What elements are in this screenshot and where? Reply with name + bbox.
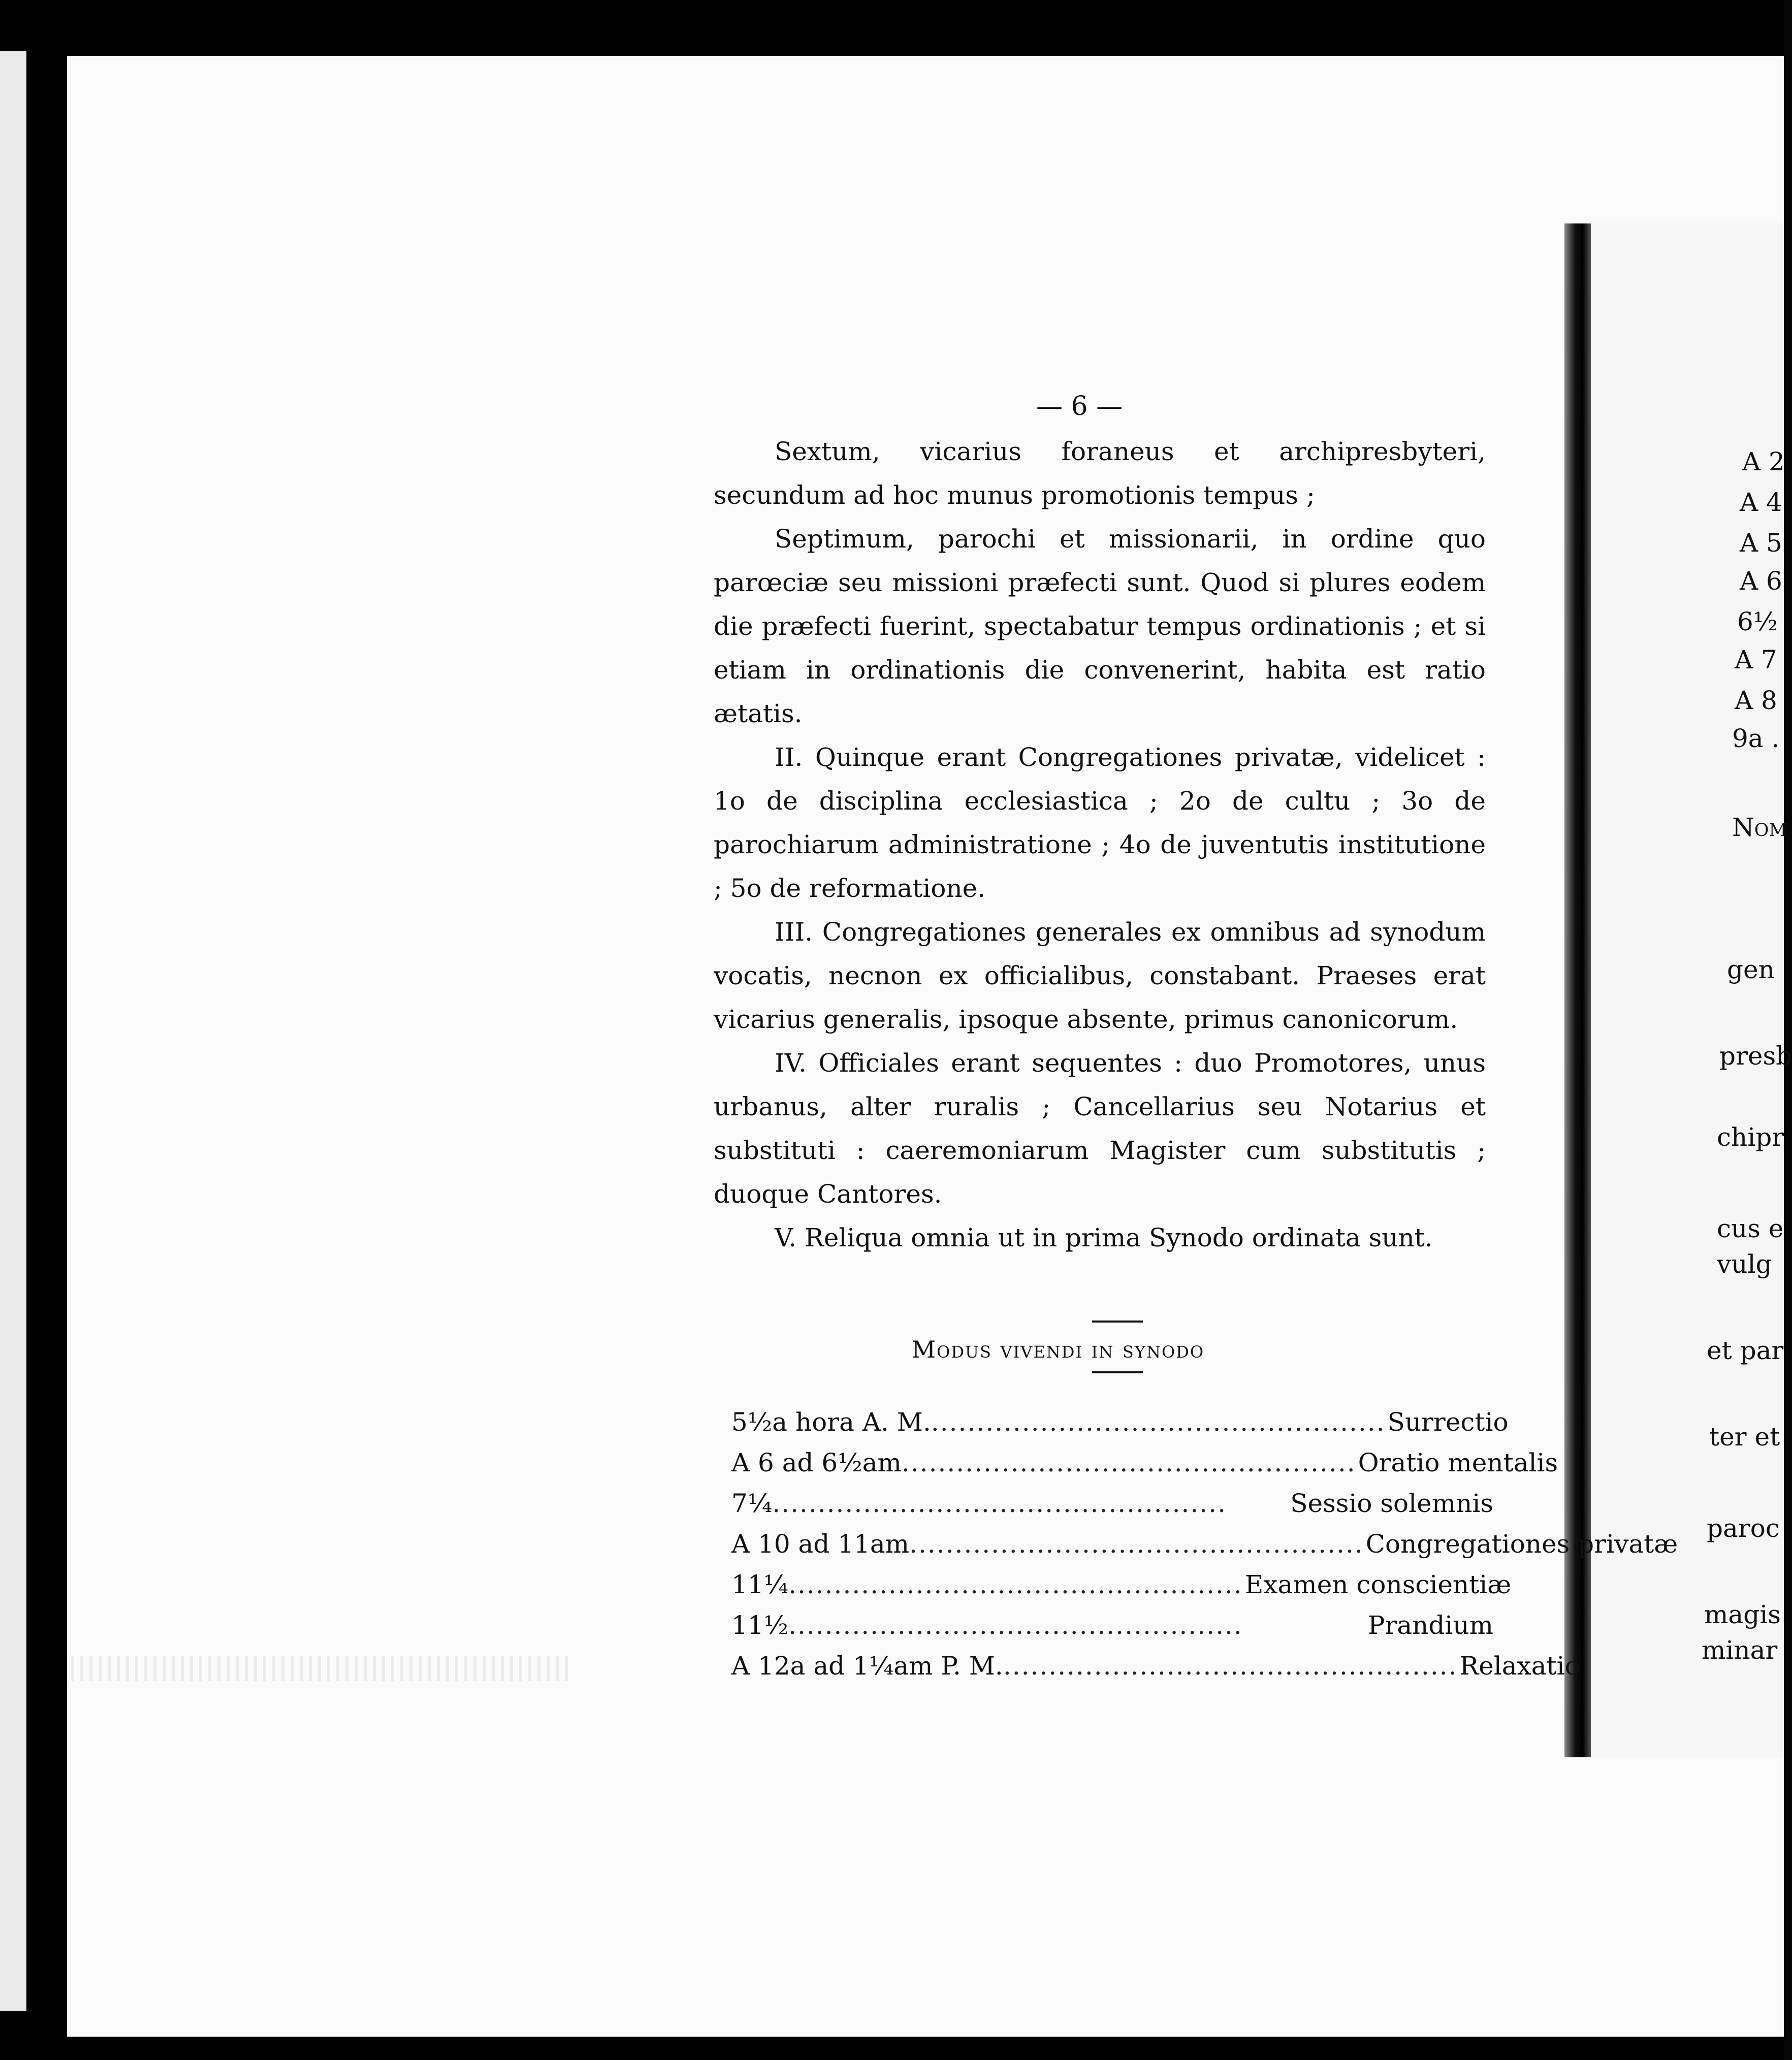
paragraph-iv: IV. Officiales erant sequentes : duo Promotores, unus urbanus, alter ruralis ; Cancellarius seu Notarius et substituti : caeremoniarum Magister cum substitutis ; duoque Cantores. xyxy=(714,1048,1486,1209)
right-page-fragment: A 5 xyxy=(1740,528,1782,558)
divider-upper xyxy=(1092,1321,1143,1323)
right-page-fragment: A 2 xyxy=(1742,447,1785,476)
schedule-row: 7¼ .................................................. Sessio solemnis xyxy=(731,1483,1493,1524)
right-page-fragment: A 7 xyxy=(1735,645,1777,674)
leader-dots: .................................................. xyxy=(1003,1651,1458,1681)
schedule-row: 11½ .................................................. Prandium xyxy=(731,1605,1493,1646)
right-page-fragment: 9a . xyxy=(1732,724,1780,753)
paragraph-septimum: Septimum, parochi et missionarii, in ordine quo parœciæ seu missioni præfecti sunt. Quod si plures eodem die præfecti fuerint, spectabatur tempus ordinationis ; et si etiam in ordinationis die convenerint, habita est ratio ætatis. xyxy=(714,524,1486,728)
schedule-row: A 10 ad 11am .................................................. Congregationes privatæ xyxy=(731,1524,1493,1564)
right-page-fragment: magis xyxy=(1704,1600,1781,1629)
leader-dots: .................................................. xyxy=(788,1570,1243,1599)
schedule-table xyxy=(731,1402,1678,1686)
right-page-fragment: ter et xyxy=(1709,1422,1780,1452)
right-page-fragment: cus e xyxy=(1717,1214,1784,1243)
paragraph-ii: II. Quinque erant Congregationes privatæ, videlicet : 1o de disciplina ecclesiastica ; 2o de cultu ; 3o de parochiarum administratione ; 4o de juventutis institutione ; 5o de reformatione. xyxy=(714,743,1486,903)
schedule-row: 11¼ .................................................. Examen conscientiæ xyxy=(731,1564,1493,1605)
right-page-fragment: 6½ xyxy=(1737,607,1778,636)
right-page-fragment: gen xyxy=(1727,955,1775,984)
right-page-fragment: Nom xyxy=(1732,813,1787,842)
gutter-shadow xyxy=(26,51,67,2011)
leader-dots: .................................................. xyxy=(909,1529,1364,1559)
leader-dots: .................................................. xyxy=(788,1611,1243,1640)
main-text xyxy=(714,386,1486,1260)
section-title: Modus vivendi in synodo xyxy=(912,1336,1205,1363)
page-number: — 6 — xyxy=(1036,391,1123,422)
right-page-fragment: A 8 xyxy=(1735,686,1777,715)
leader-dots: .................................................. xyxy=(772,1489,1227,1518)
right-page-fragment: A 6 xyxy=(1740,566,1782,596)
schedule-row: A 6 ad 6½am .................................................. Oratio mentalis xyxy=(731,1442,1493,1483)
schedule-row: 5½a hora A. M. .................................................. Surrectio xyxy=(731,1402,1493,1442)
right-page-fragment: vulg xyxy=(1717,1249,1772,1279)
paragraph-sextum: Sextum, vicarius foraneus et archipresbyteri, secundum ad hoc munus promotionis tempus ; xyxy=(714,437,1486,510)
adjacent-page-left xyxy=(0,51,26,2011)
right-page-fragment: presb xyxy=(1719,1041,1792,1071)
divider-lower xyxy=(1092,1371,1143,1373)
right-page-fragment: minar xyxy=(1702,1635,1778,1665)
right-page-fragment: paroc xyxy=(1707,1514,1780,1543)
right-page-fragment: et par xyxy=(1707,1336,1784,1365)
paragraph-v: V. Reliqua omnia ut in prima Synodo ordinata sunt. xyxy=(775,1223,1433,1252)
paragraph-iii: III. Congregationes generales ex omnibus ad synodum vocatis, necnon ex officialibus, constabant. Praeses erat vicarius generalis, ipsoque absente, primus canonicorum. xyxy=(714,917,1486,1034)
right-page-fragment: chipr xyxy=(1717,1122,1784,1152)
leader-dots: .................................................. xyxy=(901,1448,1356,1477)
bleed-through-text xyxy=(71,1656,569,1681)
schedule-row: A 12a ad 1¼am P. M. .................................................. Relaxatio xyxy=(731,1646,1493,1686)
leader-dots: .................................................. xyxy=(931,1407,1386,1437)
right-page-fragment: A 4 xyxy=(1740,488,1782,517)
